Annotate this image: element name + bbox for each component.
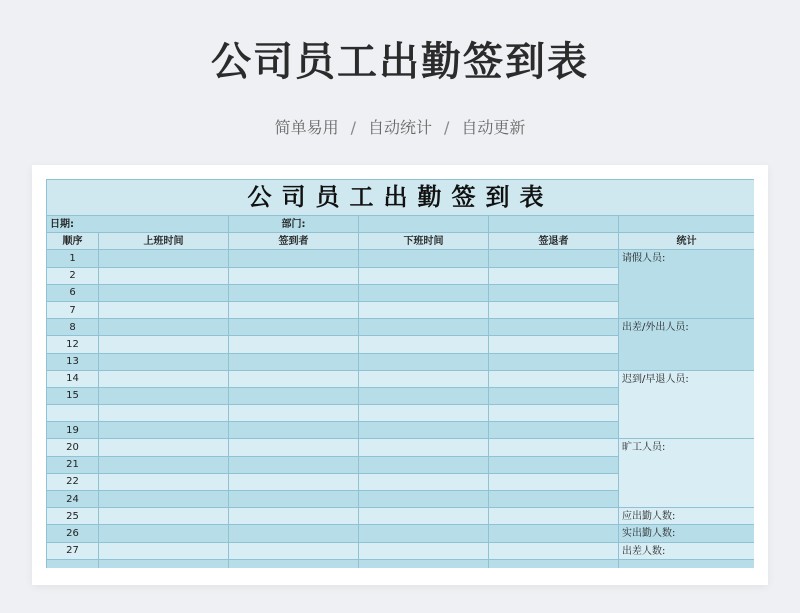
table-cell[interactable] [489,508,619,525]
table-cell[interactable] [99,559,229,568]
row-number: 13 [47,353,99,370]
info-empty-cell[interactable] [619,216,755,233]
col-header-order: 顺序 [47,233,99,250]
subtitle-separator: / [350,118,356,137]
table-cell[interactable] [489,542,619,559]
table-cell[interactable] [489,559,619,568]
dept-label: 部门: [229,216,359,233]
subtitle-item: 自动更新 [461,118,526,137]
page-title: 公司员工出勤签到表 [211,39,589,85]
row-number [47,559,99,568]
table-cell[interactable] [99,491,229,508]
row-number: 6 [47,284,99,301]
table-cell[interactable] [99,284,229,301]
table-cell[interactable] [99,422,229,439]
table-cell[interactable] [99,508,229,525]
row-number: 20 [47,439,99,456]
table-cell[interactable] [489,336,619,353]
table-cell[interactable] [489,473,619,490]
subtitle-item: 自动统计 [367,118,432,137]
col-header-checkin-time: 上班时间 [99,233,229,250]
info-empty-cell[interactable] [489,216,619,233]
row-number: 12 [47,336,99,353]
table-cell[interactable] [359,319,489,336]
table-cell[interactable] [229,284,359,301]
row-number: 27 [47,542,99,559]
table-cell[interactable] [99,456,229,473]
table-cell[interactable] [489,319,619,336]
table-cell[interactable] [489,370,619,387]
table-cell[interactable] [359,422,489,439]
col-header-checkout-time: 下班时间 [359,233,489,250]
row-number: 22 [47,473,99,490]
table-cell[interactable] [359,473,489,490]
row-number: 25 [47,508,99,525]
table-cell[interactable] [489,456,619,473]
table-cell[interactable] [489,422,619,439]
table-cell[interactable] [229,319,359,336]
table-cell[interactable] [359,387,489,404]
row-number: 19 [47,422,99,439]
table-cell[interactable] [359,250,489,267]
table-cell[interactable] [359,508,489,525]
table-cell[interactable] [359,405,489,422]
table-cell[interactable] [489,267,619,284]
table-cell[interactable] [359,353,489,370]
table-cell[interactable] [489,439,619,456]
row-number: 15 [47,387,99,404]
row-number: 7 [47,301,99,318]
table-cell[interactable] [229,542,359,559]
table-cell[interactable] [489,525,619,542]
table-cell[interactable] [99,250,229,267]
table-cell[interactable] [359,491,489,508]
sheet-title: 公司员工出勤签到表 [47,180,755,216]
stat-leave: 请假人员: [619,250,755,319]
table-cell[interactable] [229,473,359,490]
subtitle-item: 简单易用 [274,118,339,137]
stat-business-trip: 出差/外出人员: [619,319,755,371]
stat-should-attend: 应出勤人数: [619,508,755,525]
stat-overflow-cell [619,559,755,568]
table-cell[interactable] [229,301,359,318]
row-number: 24 [47,491,99,508]
table-cell[interactable] [359,370,489,387]
table-cell[interactable] [359,284,489,301]
table-cell[interactable] [99,473,229,490]
table-cell[interactable] [99,319,229,336]
col-header-signout: 签退者 [489,233,619,250]
table-cell[interactable] [99,387,229,404]
row-number: 8 [47,319,99,336]
table-cell[interactable] [229,353,359,370]
table-cell[interactable] [99,525,229,542]
table-cell[interactable] [229,336,359,353]
table-cell[interactable] [229,405,359,422]
row-number: 2 [47,267,99,284]
table-cell[interactable] [229,370,359,387]
table-cell[interactable] [229,525,359,542]
stat-late-early: 迟到/早退人员: [619,370,755,439]
table-cell[interactable] [229,250,359,267]
table-cell[interactable] [229,559,359,568]
table-cell[interactable] [229,439,359,456]
table-cell[interactable] [359,336,489,353]
stat-absent: 旷工人员: [619,439,755,508]
stat-trip-count: 出差人数: [619,542,755,559]
table-cell[interactable] [489,353,619,370]
table-cell[interactable] [489,250,619,267]
row-number: 21 [47,456,99,473]
table-cell[interactable] [359,456,489,473]
table-cell[interactable] [489,301,619,318]
row-number: 14 [47,370,99,387]
table-cell[interactable] [359,439,489,456]
subtitle-separator: / [444,118,450,137]
table-cell[interactable] [229,508,359,525]
date-label: 日期: [47,216,229,233]
table-cell[interactable] [229,491,359,508]
table-cell[interactable] [229,267,359,284]
attendance-table [46,179,754,568]
table-cell[interactable] [359,559,489,568]
col-header-signer: 签到者 [229,233,359,250]
table-cell[interactable] [99,353,229,370]
table-cell[interactable] [99,301,229,318]
table-cell[interactable] [99,542,229,559]
table-row [47,319,755,336]
table-cell[interactable] [99,267,229,284]
table-cell[interactable] [359,301,489,318]
sheet-card [32,165,768,585]
table-row [47,559,755,568]
table-cell[interactable] [99,370,229,387]
row-number [47,405,99,422]
stat-actual-attend: 实出勤人数: [619,525,755,542]
table-cell[interactable] [489,405,619,422]
table-row [47,370,755,387]
row-number: 26 [47,525,99,542]
table-cell[interactable] [229,456,359,473]
table-cell[interactable] [99,439,229,456]
row-number: 1 [47,250,99,267]
table-cell[interactable] [489,387,619,404]
col-header-stats: 统计 [619,233,755,250]
table-row [47,250,755,267]
table-row [47,525,755,542]
dept-value-cell[interactable] [359,216,489,233]
subtitle [0,115,800,138]
table-row [47,439,755,456]
table-cell[interactable] [489,491,619,508]
table-row [47,542,755,559]
table-cell[interactable] [229,387,359,404]
table-cell[interactable] [99,336,229,353]
table-cell[interactable] [99,405,229,422]
table-cell[interactable] [229,422,359,439]
table-cell[interactable] [489,284,619,301]
table-row [47,508,755,525]
table-cell[interactable] [359,267,489,284]
table-cell[interactable] [359,525,489,542]
attendance-sheet [46,179,754,568]
table-cell[interactable] [359,542,489,559]
